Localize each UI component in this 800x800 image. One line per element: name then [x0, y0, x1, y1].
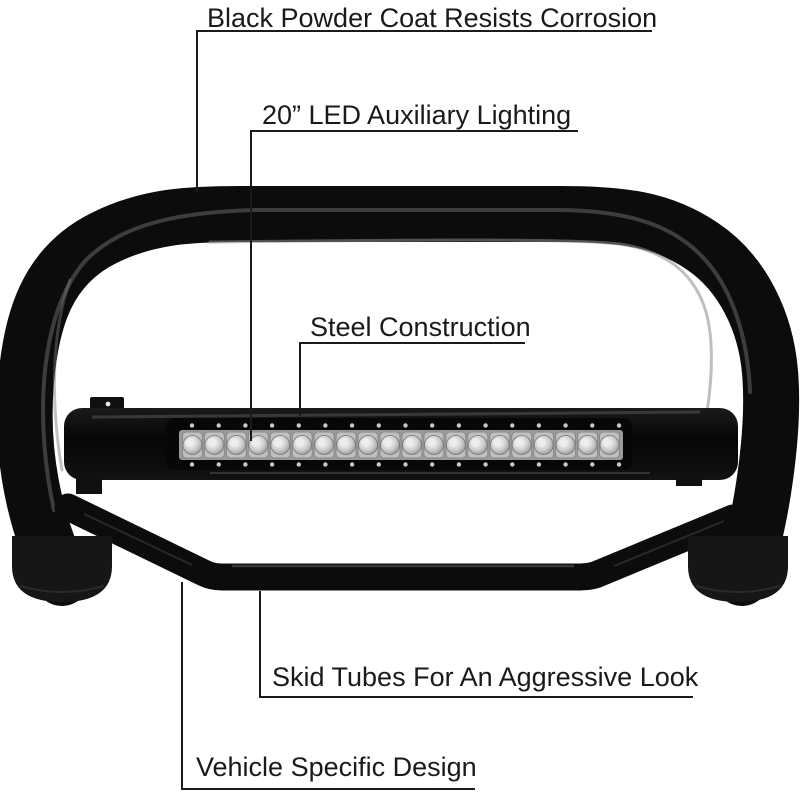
label-led-lighting: 20” LED Auxiliary Lighting: [262, 100, 572, 130]
led-light-bar: [166, 418, 632, 470]
lower-left-tab: [76, 478, 102, 494]
label-powder-coat: Black Powder Coat Resists Corrosion: [207, 3, 658, 33]
label-vehicle-specific: Vehicle Specific Design: [196, 752, 477, 782]
right-foot-cap: [688, 536, 788, 602]
bracket-bolt: [106, 402, 111, 407]
left-foot-cap: [12, 536, 112, 602]
label-steel-construction: Steel Construction: [310, 312, 531, 342]
label-skid-tubes: Skid Tubes For An Aggressive Look: [272, 662, 699, 692]
main-hoop-tube: [25, 210, 771, 578]
leader-steel: [300, 343, 525, 416]
skid-tube: [68, 507, 733, 577]
lower-right-tab: [676, 472, 702, 486]
